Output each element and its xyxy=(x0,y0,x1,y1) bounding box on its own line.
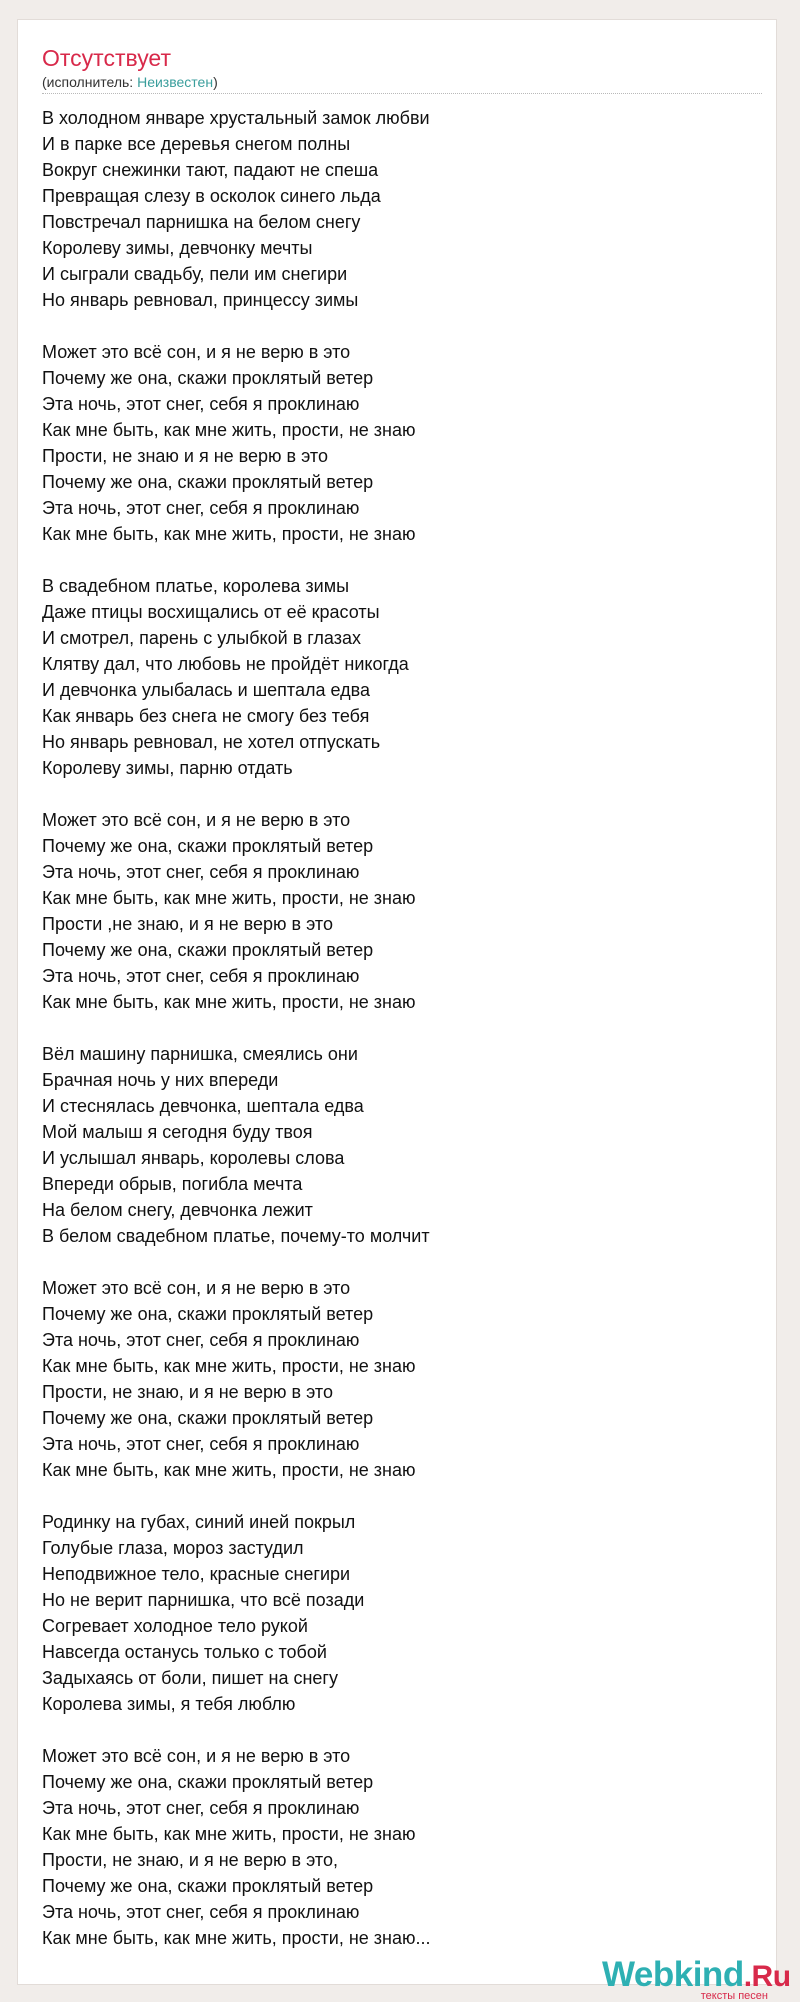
lyric-line: Может это всё сон, и я не верю в это xyxy=(42,1278,351,1298)
logo-name: Webkind xyxy=(602,1955,744,1994)
artist-suffix: ) xyxy=(213,74,218,90)
lyric-line: И стеснялась девчонка, шептала едва xyxy=(42,1096,364,1116)
lyric-line: Повстречал парнишка на белом снегу xyxy=(42,212,361,232)
lyrics-stanza xyxy=(42,339,762,547)
lyric-line: И сыграли свадьбу, пели им снегири xyxy=(42,264,348,284)
lyrics-stanza xyxy=(42,1743,762,1951)
lyric-line: Может это всё сон, и я не верю в это xyxy=(42,1746,351,1766)
lyrics-stanza xyxy=(42,807,762,1015)
artist-link[interactable]: Неизвестен xyxy=(137,74,214,90)
lyric-line: Вокруг снежинки тают, падают не спеша xyxy=(42,160,379,180)
lyric-line: Но январь ревновал, не хотел отпускать xyxy=(42,732,381,752)
lyric-line: Эта ночь, этот снег, себя я проклинаю xyxy=(42,1902,360,1922)
lyrics-stanza xyxy=(42,105,762,313)
lyric-line: Как мне быть, как мне жить, прости, не знаю xyxy=(42,1824,416,1844)
lyric-line: Может это всё сон, и я не верю в это xyxy=(42,810,351,830)
lyric-line: Королеву зимы, парню отдать xyxy=(42,758,293,778)
lyrics-card xyxy=(17,19,791,2002)
lyric-line: Клятву дал, что любовь не пройдёт никогда xyxy=(42,654,409,674)
artist-prefix: (исполнитель: xyxy=(42,74,138,90)
lyric-line: Может это всё сон, и я не верю в это xyxy=(42,342,351,362)
lyric-line: Эта ночь, этот снег, себя я проклинаю xyxy=(42,1798,360,1818)
lyric-line: Голубые глаза, мороз застудил xyxy=(42,1538,304,1558)
logo-tld: .Ru xyxy=(743,1960,791,1993)
lyric-line: Прости, не знаю, и я не верю в это xyxy=(42,1382,333,1402)
lyric-line: Мой малыш я сегодня буду твоя xyxy=(42,1122,313,1142)
song-title: Отсутствует xyxy=(42,45,171,71)
lyric-line: Эта ночь, этот снег, себя я проклинаю xyxy=(42,498,360,518)
lyric-line: И услышал январь, королевы слова xyxy=(42,1148,345,1168)
lyric-line: Как мне быть, как мне жить, прости, не знаю xyxy=(42,992,416,1012)
lyrics-stanza xyxy=(42,573,762,781)
lyric-line: Неподвижное тело, красные снегири xyxy=(42,1564,351,1584)
lyric-line: Королева зимы, я тебя люблю xyxy=(42,1694,296,1714)
lyric-line: Эта ночь, этот снег, себя я проклинаю xyxy=(42,1434,360,1454)
lyric-line: Как мне быть, как мне жить, прости, не знаю xyxy=(42,420,416,440)
lyrics-stanza xyxy=(42,1509,762,1717)
lyric-line: Почему же она, скажи проклятый ветер xyxy=(42,1772,374,1792)
lyric-line: Как мне быть, как мне жить, прости, не знаю xyxy=(42,1356,416,1376)
lyric-line: Брачная ночь у них впереди xyxy=(42,1070,279,1090)
lyric-line: Как мне быть, как мне жить, прости, не знаю xyxy=(42,524,416,544)
lyric-line: Эта ночь, этот снег, себя я проклинаю xyxy=(42,1330,360,1350)
lyric-line: Но не верит парнишка, что всё позади xyxy=(42,1590,365,1610)
lyric-line: Впереди обрыв, погибла мечта xyxy=(42,1174,303,1194)
lyric-line: Согревает холодное тело рукой xyxy=(42,1616,308,1636)
lyric-line: Королеву зимы, девчонку мечты xyxy=(42,238,313,258)
lyric-line: Прости ,не знаю, и я не верю в это xyxy=(42,914,333,934)
lyric-line: Почему же она, скажи проклятый ветер xyxy=(42,368,374,388)
lyric-line: В холодном январе хрустальный замок любви xyxy=(42,108,430,128)
lyric-line: Прости, не знаю, и я не верю в это, xyxy=(42,1850,338,1870)
lyric-line: В свадебном платье, королева зимы xyxy=(42,576,350,596)
lyric-line: Прости, не знаю и я не верю в это xyxy=(42,446,328,466)
lyric-line: Почему же она, скажи проклятый ветер xyxy=(42,1876,374,1896)
lyric-line: Как мне быть, как мне жить, прости, не знаю xyxy=(42,1460,416,1480)
lyric-line: Превращая слезу в осколок синего льда xyxy=(42,186,381,206)
lyric-line: Почему же она, скажи проклятый ветер xyxy=(42,1304,374,1324)
lyrics-stanza xyxy=(42,1041,762,1249)
lyric-line: Родинку на губах, синий иней покрыл xyxy=(42,1512,356,1532)
lyric-line: Эта ночь, этот снег, себя я проклинаю xyxy=(42,966,360,986)
lyric-line: Навсегда останусь только с тобой xyxy=(42,1642,327,1662)
lyric-line: Эта ночь, этот снег, себя я проклинаю xyxy=(42,394,360,414)
lyric-line: Как мне быть, как мне жить, прости, не знаю... xyxy=(42,1928,431,1948)
lyric-line: Эта ночь, этот снег, себя я проклинаю xyxy=(42,862,360,882)
lyric-line: И девчонка улыбалась и шептала едва xyxy=(42,680,370,700)
lyric-line: Почему же она, скажи проклятый ветер xyxy=(42,1408,374,1428)
lyric-line: Как январь без снега не смогу без тебя xyxy=(42,706,370,726)
lyric-line: И смотрел, парень с улыбкой в глазах xyxy=(42,628,362,648)
lyrics-text xyxy=(42,105,762,1977)
lyric-line: В белом свадебном платье, почему-то молчит xyxy=(42,1226,430,1246)
title-divider xyxy=(42,93,762,94)
lyric-line: Но январь ревновал, принцессу зимы xyxy=(42,290,359,310)
logo-tagline: тексты песен xyxy=(700,1990,768,2002)
lyric-line: Задыхаясь от боли, пишет на снегу xyxy=(42,1668,338,1688)
lyric-line: Вёл машину парнишка, смеялись они xyxy=(42,1044,358,1064)
lyric-line: Почему же она, скажи проклятый ветер xyxy=(42,472,374,492)
lyric-line: Почему же она, скажи проклятый ветер xyxy=(42,836,374,856)
lyric-line: И в парке все деревья снегом полны xyxy=(42,134,351,154)
lyric-line: Как мне быть, как мне жить, прости, не знаю xyxy=(42,888,416,908)
site-logo[interactable] xyxy=(602,1956,792,2000)
lyric-line: Даже птицы восхищались от её красоты xyxy=(42,602,380,622)
lyric-line: Почему же она, скажи проклятый ветер xyxy=(42,940,374,960)
song-artist-line xyxy=(42,73,218,91)
lyrics-stanza xyxy=(42,1275,762,1483)
lyric-line: На белом снегу, девчонка лежит xyxy=(42,1200,313,1220)
